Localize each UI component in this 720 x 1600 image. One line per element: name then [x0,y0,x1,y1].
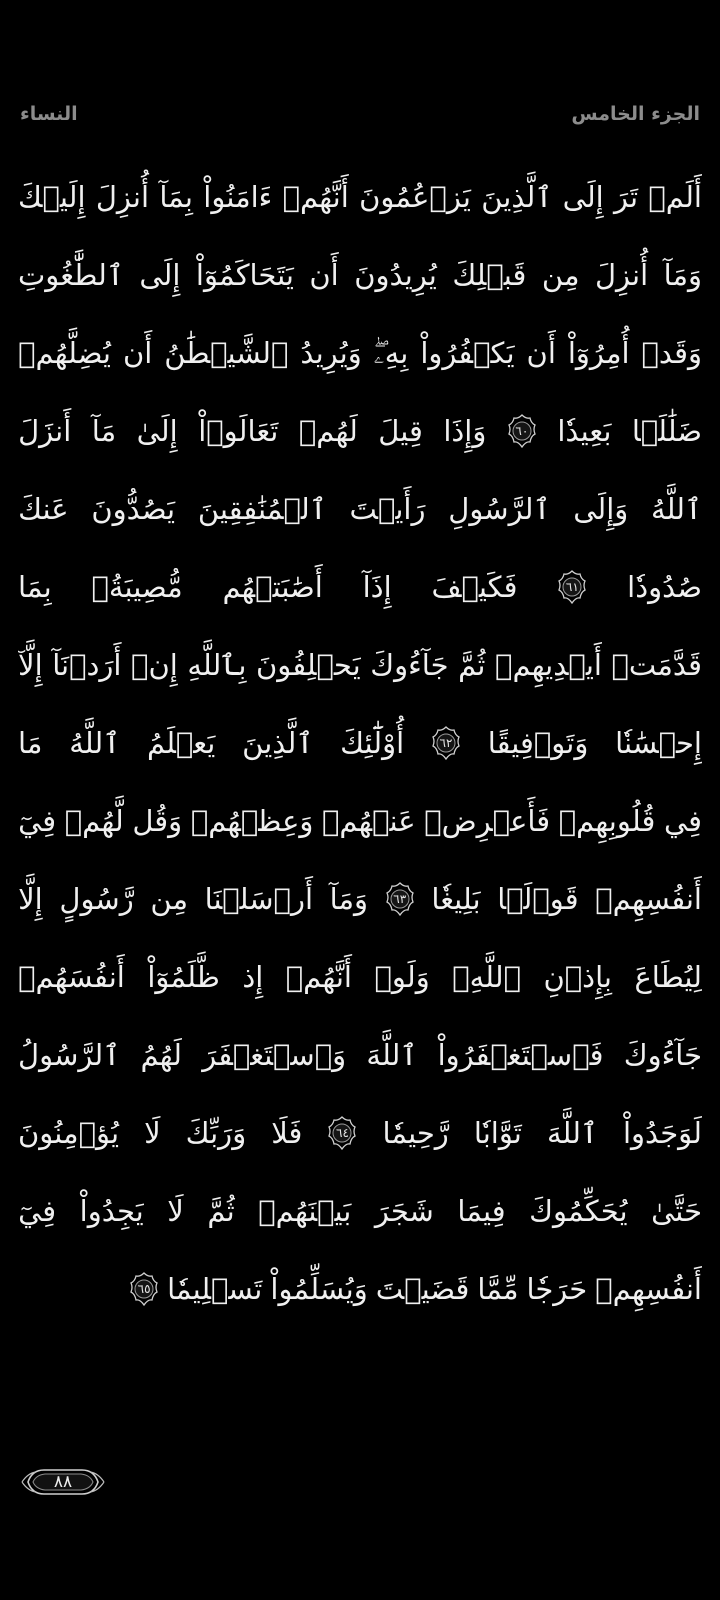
quran-word[interactable]: قَضَيۡتَ [375,1271,470,1306]
ayah-number: ٦٤ [336,1126,349,1140]
quran-word[interactable]: أَنفُسِهِمۡ [595,1271,702,1306]
quran-word[interactable]: قِيلَ [378,413,423,448]
quran-word[interactable]: أَرۡسَلۡنَا [204,881,314,916]
quran-word[interactable]: مِّمَّا [477,1271,519,1306]
quran-word[interactable]: إِذَآ [362,569,392,604]
ayah-number: ٦١ [565,580,579,594]
page-number-badge [18,1464,108,1500]
quran-word[interactable]: تَرَ [614,179,639,214]
quran-word[interactable]: وَعِظۡهُمۡ [190,803,314,838]
quran-word[interactable]: وَرَبِّكَ [185,1115,247,1150]
quran-word[interactable]: رَّحِيمٗا [382,1115,449,1150]
quran-word[interactable]: لَوَجَدُواْ [622,1115,702,1150]
quran-word[interactable]: عَنكَ [18,491,69,526]
quran-word[interactable]: رَأَيۡتَ [349,491,426,526]
quran-word[interactable]: قَدَّمَتۡ [611,647,702,682]
juz-label: الجزء الخامس [571,103,700,125]
quran-word[interactable]: مُّصِيبَةُۢ [91,569,183,604]
quran-word[interactable]: أُوْلَٰٓئِكَ [340,725,405,760]
quran-word[interactable]: تَعَالَوۡاْ [198,413,279,448]
quran-word[interactable]: أَنزَلَ [18,413,72,448]
quran-word[interactable]: يَصُدُّونَ [91,491,176,526]
quran-word[interactable]: فَٱسۡتَغۡفَرُواْ [437,1037,604,1072]
quran-word[interactable]: ثُمَّ [207,1193,235,1228]
ayah-number: ٦٥ [137,1282,151,1296]
text-line [18,158,702,236]
text-line [18,1250,702,1328]
quran-word[interactable]: وَقُل [132,803,183,838]
quran-word[interactable]: لَا [144,1115,161,1150]
quran-word[interactable]: تَسۡلِيمٗا [167,1271,263,1306]
quran-word[interactable]: وَيُسَلِّمُواْ [270,1271,368,1306]
quran-word[interactable]: وَلَوۡ [374,959,430,994]
quran-word[interactable]: بِإِذۡنِ [543,959,612,994]
quran-word[interactable]: وَمَآ [663,257,702,292]
quran-word[interactable]: أَن [309,257,339,292]
quran-word[interactable]: ثُمَّ [458,647,486,682]
ayah-end-marker-icon[interactable] [431,726,461,760]
quran-word[interactable]: ءَامَنُواْ [203,179,273,214]
quran-word[interactable]: لَهُمُ [140,1037,182,1072]
quran-word[interactable]: حَرَجٗا [526,1271,588,1306]
quran-word[interactable]: عَنۡهُمۡ [322,803,416,838]
quran-word[interactable]: ٱللَّهِۚ [452,959,521,994]
quran-word[interactable]: إِحۡسَٰنٗا [615,725,702,760]
quran-word[interactable]: لَهُمۡ [298,413,358,448]
quran-word[interactable]: وَإِلَى [573,491,629,526]
quran-word[interactable]: فِيمَا [457,1193,506,1228]
ayah-number: ٦٠ [515,424,529,438]
ayah-end-marker-icon[interactable] [557,570,587,604]
quran-word[interactable]: قَوۡلَۢا [497,881,579,916]
quran-word[interactable]: بَيۡنَهُمۡ [258,1193,352,1228]
quran-word[interactable]: قُلُوبِهِمۡ [558,803,656,838]
quran-word[interactable]: فِي [663,803,702,838]
quran-word[interactable]: إِلَيۡكَ [18,179,86,214]
quran-word[interactable]: أَلَمۡ [648,179,702,214]
ayah-end-marker-icon[interactable] [327,1116,357,1150]
quran-word[interactable]: إِذ [242,959,264,994]
quran-word[interactable]: وَٱسۡتَغۡفَرَ [202,1037,347,1072]
quran-word[interactable]: ٱلَّذِينَ [242,725,314,760]
quran-word[interactable]: إِلَى [562,179,604,214]
quran-word[interactable]: ٱلرَّسُولِ [448,491,551,526]
quran-word[interactable]: مِن [150,881,188,916]
text-line [18,1094,702,1172]
quran-word[interactable]: ضَلَٰلَۢا [631,413,702,448]
quran-word[interactable]: شَجَرَ [374,1193,434,1228]
quran-word[interactable]: لَا [167,1193,184,1228]
page-number: ٨٨ [53,1472,73,1492]
quran-word[interactable]: يُؤۡمِنُونَ [18,1115,120,1150]
quran-word[interactable]: حَتَّىٰ [651,1193,702,1228]
quran-word[interactable]: ٱللَّهُ [651,491,702,526]
quran-word[interactable]: مِن [541,257,580,292]
quran-word[interactable]: مَآ [91,413,117,448]
text-line [18,470,702,548]
quran-word[interactable]: يَحۡلِفُونَ [255,647,361,682]
quran-word[interactable]: وَيُرِيدُ [300,335,362,370]
text-line [18,392,702,470]
quran-word[interactable]: بِمَآ [159,179,193,214]
quran-word[interactable]: يَجِدُواْ [79,1193,144,1228]
quran-word[interactable]: لَّهُمۡ [64,803,124,838]
quran-word[interactable]: أُنزِلَ [95,179,150,214]
quran-word[interactable]: أُمِرُوٓاْ [567,335,630,370]
quran-word[interactable]: أَنفُسِهِمۡ [595,881,702,916]
text-line [18,938,702,1016]
quran-word[interactable]: بِهِۦۖ [373,335,409,370]
text-line [18,860,702,938]
quran-word[interactable]: جَآءُوكَ [623,1037,702,1072]
quran-word[interactable]: وَإِذَا [443,413,487,448]
quran-word[interactable]: فِيٓ [18,1193,57,1228]
quran-word[interactable]: بَعِيدٗا [557,413,612,448]
quran-word[interactable]: أُنزِلَ [594,257,649,292]
text-line [18,548,702,626]
ayah-number: ٦٢ [439,736,453,750]
quran-word[interactable]: إِلَىٰ [136,413,178,448]
quran-word[interactable]: يُرِيدُونَ [354,257,437,292]
quran-word[interactable]: جَآءُوكَ [370,647,449,682]
quran-word[interactable]: إِلَّا [18,881,43,916]
quran-word[interactable]: يَعۡلَمُ [146,725,216,760]
text-line [18,236,702,314]
text-line [18,1016,702,1094]
quran-word[interactable]: يُضِلَّهُمۡ [18,335,111,370]
quran-word[interactable]: لِيُطَاعَ [634,959,702,994]
quran-word[interactable]: ٱلۡمُنَٰفِقِينَ [197,491,327,526]
text-line [18,314,702,392]
quran-word[interactable]: إِلَى [139,257,181,292]
text-line [18,1172,702,1250]
quran-word[interactable]: يُحَكِّمُوكَ [529,1193,628,1228]
quran-word[interactable]: ٱلطَّٰغُوتِ [18,257,124,292]
surah-label[interactable]: النساء [20,103,78,125]
quran-word[interactable]: مَا [18,725,43,760]
quran-word[interactable]: يَزۡعُمُونَ [359,179,471,214]
quran-text [18,158,702,1328]
quran-word[interactable]: وَقَدۡ [641,335,702,370]
quran-word[interactable]: ٱلرَّسُولُ [18,1037,121,1072]
quran-word[interactable]: ٱللَّهَ [546,1115,598,1150]
text-line [18,782,702,860]
quran-word[interactable]: بِمَا [18,569,52,604]
quran-word[interactable]: أَرَدۡنَآ [52,647,122,682]
quran-word[interactable]: أَن [526,335,556,370]
quran-word[interactable]: فَلَا [271,1115,303,1150]
page-header [20,98,700,130]
quran-word[interactable]: بِٱللَّهِ [187,647,247,682]
ayah-number: ٦٣ [393,892,407,906]
quran-word[interactable]: إِلَّآ [18,647,43,682]
quran-word[interactable]: أَنَّهُمۡ [282,179,349,214]
quran-word[interactable]: ظَّلَمُوٓاْ [147,959,220,994]
ayah-end-marker-icon[interactable] [507,414,537,448]
quran-word[interactable]: ٱلَّذِينَ [481,179,553,214]
quran-word[interactable]: فِيٓ [18,803,57,838]
ayah-end-marker-icon[interactable] [129,1272,159,1306]
quran-word[interactable]: ٱللَّهُ [69,725,121,760]
quran-word[interactable]: أَن [122,335,153,370]
quran-word[interactable]: تَوَّابٗا [473,1115,522,1150]
quran-word[interactable]: فَكَيۡفَ [431,569,518,604]
ayah-end-marker-icon[interactable] [385,882,415,916]
quran-word[interactable]: أَنفُسَهُمۡ [18,959,125,994]
quran-word[interactable]: ٱلشَّيۡطَٰنُ [164,335,289,370]
quran-word[interactable]: قَبۡلِكَ [452,257,527,292]
quran-word[interactable]: وَمَآ [329,881,369,916]
quran-word[interactable]: أَصَٰبَتۡهُم [222,569,323,604]
text-line [18,626,702,704]
quran-word[interactable]: أَنَّهُمۡ [285,959,352,994]
quran-word[interactable]: رَّسُولٍ [59,881,134,916]
quran-word[interactable]: يَتَحَاكَمُوٓاْ [195,257,294,292]
quran-word[interactable]: ٱللَّهَ [366,1037,418,1072]
quran-word[interactable]: أَيۡدِيهِمۡ [495,647,602,682]
quran-word[interactable]: يَكۡفُرُواْ [420,335,515,370]
quran-word[interactable]: بَلِيغٗا [431,881,481,916]
quran-word[interactable]: إِنۡ [131,647,178,682]
quran-word[interactable]: فَأَعۡرِضۡ [424,803,551,838]
text-line [18,704,702,782]
quran-word[interactable]: صُدُودٗا [627,569,702,604]
quran-word[interactable]: وَتَوۡفِيقًا [487,725,589,760]
